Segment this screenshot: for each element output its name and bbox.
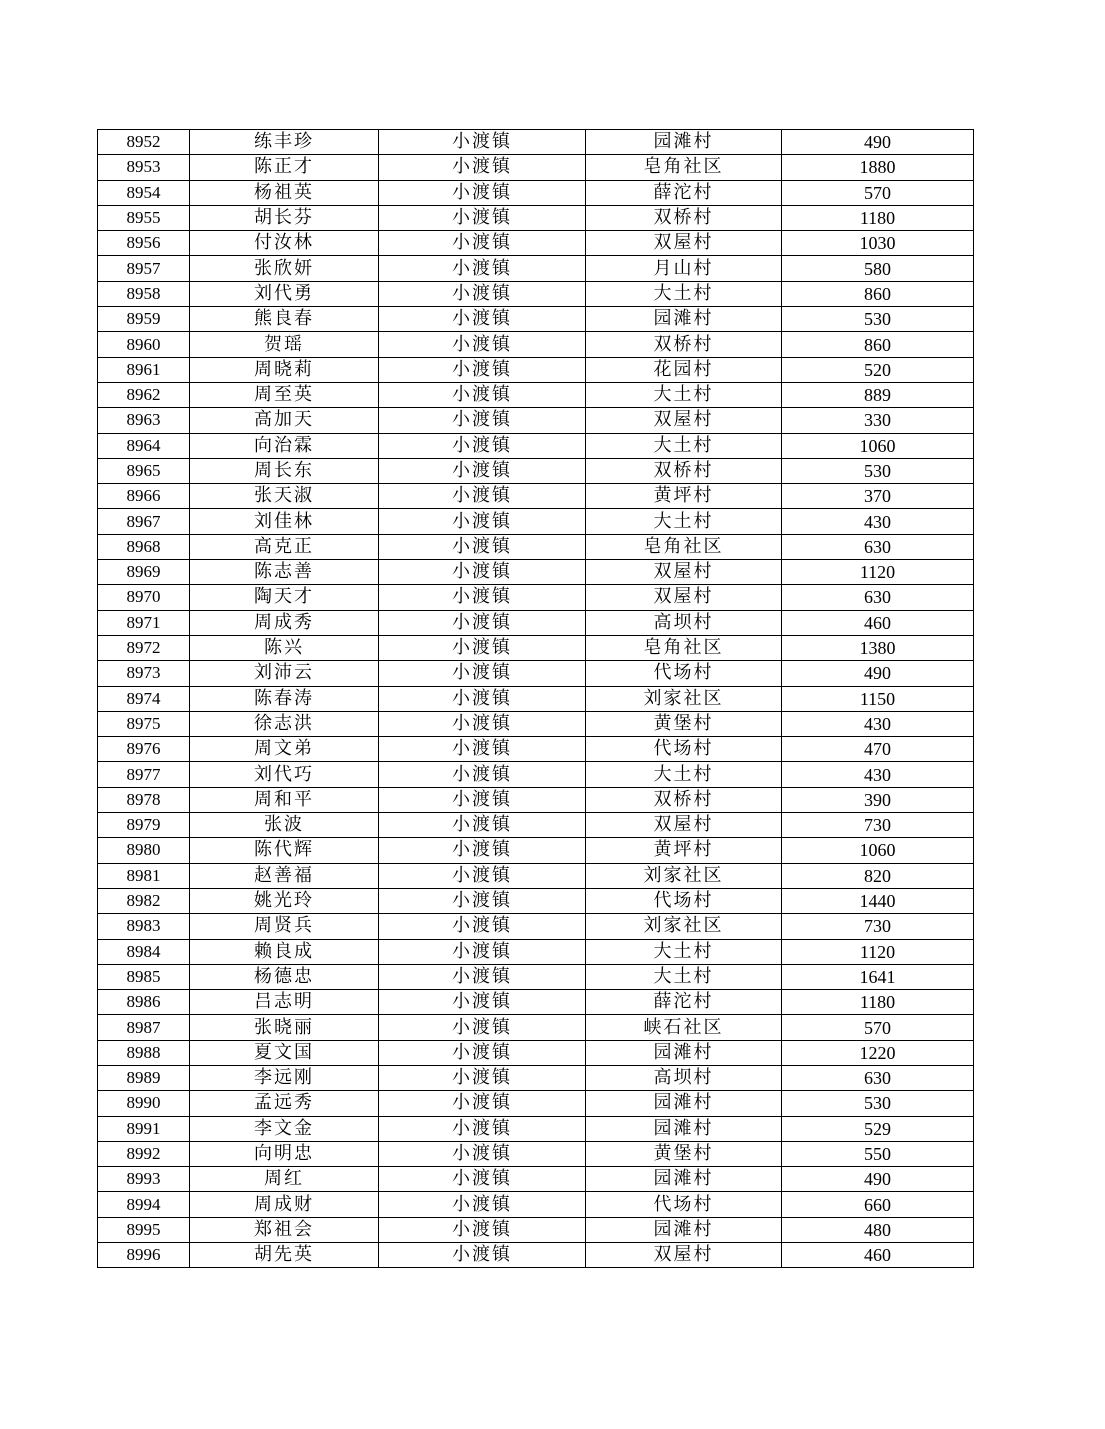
table-row [98,180,974,205]
cell-town: 小渡镇 [379,1243,586,1268]
cell-town: 小渡镇 [379,787,586,812]
cell-name: 陶天才 [190,585,379,610]
cell-id: 8987 [98,1015,190,1040]
cell-town: 小渡镇 [379,155,586,180]
cell-name: 李文金 [190,1116,379,1141]
table-row [98,332,974,357]
cell-village: 园滩村 [586,1116,782,1141]
cell-town: 小渡镇 [379,357,586,382]
cell-amount: 460 [782,610,974,635]
cell-town: 小渡镇 [379,635,586,660]
cell-town: 小渡镇 [379,737,586,762]
table-row [98,711,974,736]
cell-id: 8962 [98,382,190,407]
cell-name: 胡长芬 [190,205,379,230]
cell-village: 刘家社区 [586,914,782,939]
table-row [98,231,974,256]
cell-name: 李远刚 [190,1065,379,1090]
cell-amount: 1440 [782,888,974,913]
cell-id: 8953 [98,155,190,180]
cell-village: 大土村 [586,762,782,787]
cell-amount: 820 [782,863,974,888]
cell-name: 刘佳林 [190,509,379,534]
cell-id: 8973 [98,661,190,686]
cell-id: 8978 [98,787,190,812]
cell-id: 8959 [98,307,190,332]
cell-id: 8983 [98,914,190,939]
cell-amount: 1120 [782,939,974,964]
cell-amount: 490 [782,661,974,686]
cell-name: 孟远秀 [190,1091,379,1116]
cell-name: 向治霖 [190,433,379,458]
cell-id: 8967 [98,509,190,534]
cell-name: 张欣妍 [190,256,379,281]
table-row [98,1192,974,1217]
table-row [98,205,974,230]
cell-amount: 490 [782,1167,974,1192]
cell-amount: 1150 [782,686,974,711]
cell-name: 陈代辉 [190,838,379,863]
cell-town: 小渡镇 [379,711,586,736]
cell-name: 夏文国 [190,1040,379,1065]
cell-id: 8961 [98,357,190,382]
cell-id: 8954 [98,180,190,205]
cell-amount: 529 [782,1116,974,1141]
cell-town: 小渡镇 [379,1116,586,1141]
cell-name: 郑祖会 [190,1217,379,1242]
cell-name: 陈志善 [190,560,379,585]
cell-amount: 630 [782,1065,974,1090]
cell-village: 黄堡村 [586,711,782,736]
cell-name: 周和平 [190,787,379,812]
cell-id: 8952 [98,130,190,155]
table-row [98,155,974,180]
table-row [98,635,974,660]
cell-town: 小渡镇 [379,1217,586,1242]
cell-town: 小渡镇 [379,231,586,256]
table-row [98,610,974,635]
cell-amount: 630 [782,534,974,559]
cell-town: 小渡镇 [379,661,586,686]
cell-amount: 430 [782,509,974,534]
cell-id: 8984 [98,939,190,964]
cell-amount: 530 [782,458,974,483]
cell-name: 胡先英 [190,1243,379,1268]
table-row [98,357,974,382]
cell-name: 周至英 [190,382,379,407]
cell-name: 张波 [190,813,379,838]
cell-village: 大土村 [586,433,782,458]
cell-town: 小渡镇 [379,458,586,483]
cell-id: 8992 [98,1141,190,1166]
cell-village: 薛沱村 [586,990,782,1015]
cell-amount: 889 [782,382,974,407]
table-row [98,813,974,838]
cell-village: 代场村 [586,661,782,686]
table-row [98,585,974,610]
cell-name: 周长东 [190,458,379,483]
cell-amount: 480 [782,1217,974,1242]
cell-village: 高坝村 [586,1065,782,1090]
cell-village: 双屋村 [586,1243,782,1268]
cell-village: 花园村 [586,357,782,382]
cell-village: 薛沱村 [586,180,782,205]
cell-name: 练丰珍 [190,130,379,155]
cell-village: 园滩村 [586,1217,782,1242]
cell-id: 8965 [98,458,190,483]
cell-town: 小渡镇 [379,964,586,989]
cell-id: 8969 [98,560,190,585]
cell-id: 8980 [98,838,190,863]
cell-village: 双屋村 [586,560,782,585]
cell-town: 小渡镇 [379,863,586,888]
cell-village: 大土村 [586,964,782,989]
cell-id: 8994 [98,1192,190,1217]
cell-id: 8990 [98,1091,190,1116]
cell-id: 8991 [98,1116,190,1141]
cell-name: 陈正才 [190,155,379,180]
table-row [98,661,974,686]
cell-name: 高克正 [190,534,379,559]
cell-id: 8979 [98,813,190,838]
table-row [98,863,974,888]
cell-town: 小渡镇 [379,509,586,534]
cell-amount: 1120 [782,560,974,585]
cell-village: 园滩村 [586,1091,782,1116]
cell-village: 代场村 [586,737,782,762]
cell-village: 双屋村 [586,231,782,256]
table-row [98,130,974,155]
cell-town: 小渡镇 [379,686,586,711]
cell-name: 刘沛云 [190,661,379,686]
cell-town: 小渡镇 [379,585,586,610]
cell-village: 双桥村 [586,205,782,230]
cell-village: 双屋村 [586,813,782,838]
cell-name: 周贤兵 [190,914,379,939]
cell-name: 徐志洪 [190,711,379,736]
table-row [98,1217,974,1242]
cell-name: 周晓莉 [190,357,379,382]
cell-town: 小渡镇 [379,1141,586,1166]
table-row [98,1243,974,1268]
cell-amount: 730 [782,813,974,838]
cell-village: 黄坪村 [586,484,782,509]
cell-name: 张晓丽 [190,1015,379,1040]
cell-name: 周成秀 [190,610,379,635]
cell-town: 小渡镇 [379,1040,586,1065]
cell-town: 小渡镇 [379,408,586,433]
cell-name: 陈春涛 [190,686,379,711]
cell-id: 8970 [98,585,190,610]
cell-amount: 580 [782,256,974,281]
table-row [98,433,974,458]
cell-village: 大土村 [586,939,782,964]
cell-amount: 860 [782,281,974,306]
cell-village: 月山村 [586,256,782,281]
cell-name: 杨德忠 [190,964,379,989]
cell-id: 8976 [98,737,190,762]
cell-town: 小渡镇 [379,205,586,230]
cell-town: 小渡镇 [379,813,586,838]
cell-id: 8957 [98,256,190,281]
table-row [98,737,974,762]
cell-id: 8981 [98,863,190,888]
cell-name: 熊良春 [190,307,379,332]
cell-town: 小渡镇 [379,130,586,155]
table-row [98,964,974,989]
cell-id: 8960 [98,332,190,357]
cell-amount: 1060 [782,433,974,458]
cell-town: 小渡镇 [379,281,586,306]
cell-amount: 530 [782,307,974,332]
cell-village: 双屋村 [586,408,782,433]
table-row [98,307,974,332]
subsidy-table [97,129,974,1268]
table-row [98,686,974,711]
cell-village: 大土村 [586,281,782,306]
cell-name: 张天淑 [190,484,379,509]
cell-amount: 1180 [782,205,974,230]
cell-name: 杨祖英 [190,180,379,205]
cell-village: 园滩村 [586,1167,782,1192]
cell-amount: 520 [782,357,974,382]
cell-village: 双桥村 [586,787,782,812]
cell-town: 小渡镇 [379,560,586,585]
cell-name: 刘代勇 [190,281,379,306]
cell-name: 贺瑶 [190,332,379,357]
cell-town: 小渡镇 [379,307,586,332]
cell-village: 代场村 [586,1192,782,1217]
cell-id: 8988 [98,1040,190,1065]
table-row [98,888,974,913]
cell-village: 大土村 [586,509,782,534]
cell-id: 8986 [98,990,190,1015]
cell-id: 8975 [98,711,190,736]
table-row [98,1141,974,1166]
cell-id: 8963 [98,408,190,433]
table-row [98,838,974,863]
table-row [98,1167,974,1192]
cell-id: 8982 [98,888,190,913]
cell-amount: 430 [782,711,974,736]
cell-village: 大土村 [586,382,782,407]
cell-village: 园滩村 [586,130,782,155]
cell-town: 小渡镇 [379,256,586,281]
table-row [98,1015,974,1040]
cell-town: 小渡镇 [379,1192,586,1217]
table-row [98,408,974,433]
cell-amount: 470 [782,737,974,762]
cell-village: 园滩村 [586,1040,782,1065]
cell-amount: 1180 [782,990,974,1015]
table-row [98,382,974,407]
table-row [98,1116,974,1141]
table-row [98,1091,974,1116]
table-row [98,787,974,812]
cell-town: 小渡镇 [379,888,586,913]
table-row [98,939,974,964]
table-row [98,281,974,306]
cell-amount: 1220 [782,1040,974,1065]
cell-amount: 570 [782,180,974,205]
cell-amount: 330 [782,408,974,433]
cell-id: 8971 [98,610,190,635]
cell-amount: 860 [782,332,974,357]
cell-village: 刘家社区 [586,686,782,711]
cell-id: 8993 [98,1167,190,1192]
cell-name: 高加天 [190,408,379,433]
cell-id: 8996 [98,1243,190,1268]
cell-id: 8955 [98,205,190,230]
cell-town: 小渡镇 [379,939,586,964]
cell-town: 小渡镇 [379,762,586,787]
cell-amount: 1641 [782,964,974,989]
cell-village: 园滩村 [586,307,782,332]
cell-name: 陈兴 [190,635,379,660]
cell-id: 8964 [98,433,190,458]
cell-town: 小渡镇 [379,534,586,559]
cell-amount: 1380 [782,635,974,660]
table-row [98,256,974,281]
cell-id: 8977 [98,762,190,787]
cell-id: 8958 [98,281,190,306]
cell-town: 小渡镇 [379,382,586,407]
cell-id: 8968 [98,534,190,559]
table-row [98,762,974,787]
cell-name: 姚光玲 [190,888,379,913]
cell-village: 双桥村 [586,332,782,357]
cell-village: 代场村 [586,888,782,913]
cell-id: 8956 [98,231,190,256]
cell-amount: 490 [782,130,974,155]
cell-town: 小渡镇 [379,180,586,205]
cell-amount: 390 [782,787,974,812]
table-row [98,509,974,534]
cell-amount: 730 [782,914,974,939]
cell-village: 黄堡村 [586,1141,782,1166]
cell-amount: 550 [782,1141,974,1166]
table-row [98,914,974,939]
cell-name: 付汝林 [190,231,379,256]
cell-village: 皂角社区 [586,534,782,559]
cell-amount: 660 [782,1192,974,1217]
cell-name: 周红 [190,1167,379,1192]
cell-id: 8974 [98,686,190,711]
cell-village: 峡石社区 [586,1015,782,1040]
cell-village: 双桥村 [586,458,782,483]
cell-town: 小渡镇 [379,1167,586,1192]
cell-town: 小渡镇 [379,610,586,635]
table-row [98,1065,974,1090]
cell-amount: 370 [782,484,974,509]
table-body [98,130,974,1268]
cell-name: 吕志明 [190,990,379,1015]
cell-town: 小渡镇 [379,332,586,357]
cell-town: 小渡镇 [379,914,586,939]
cell-town: 小渡镇 [379,1091,586,1116]
cell-town: 小渡镇 [379,433,586,458]
cell-amount: 630 [782,585,974,610]
cell-village: 刘家社区 [586,863,782,888]
cell-id: 8995 [98,1217,190,1242]
cell-amount: 460 [782,1243,974,1268]
cell-village: 黄坪村 [586,838,782,863]
table-row [98,990,974,1015]
cell-town: 小渡镇 [379,484,586,509]
cell-town: 小渡镇 [379,1015,586,1040]
cell-town: 小渡镇 [379,990,586,1015]
cell-id: 8972 [98,635,190,660]
cell-amount: 1880 [782,155,974,180]
cell-amount: 1030 [782,231,974,256]
cell-village: 皂角社区 [586,155,782,180]
cell-id: 8985 [98,964,190,989]
cell-name: 刘代巧 [190,762,379,787]
cell-village: 双屋村 [586,585,782,610]
table-row [98,1040,974,1065]
cell-name: 周文弟 [190,737,379,762]
cell-name: 向明忠 [190,1141,379,1166]
cell-village: 高坝村 [586,610,782,635]
cell-amount: 530 [782,1091,974,1116]
table-row [98,534,974,559]
cell-town: 小渡镇 [379,838,586,863]
cell-id: 8989 [98,1065,190,1090]
cell-amount: 570 [782,1015,974,1040]
cell-id: 8966 [98,484,190,509]
table-row [98,458,974,483]
cell-name: 赖良成 [190,939,379,964]
cell-amount: 430 [782,762,974,787]
cell-amount: 1060 [782,838,974,863]
table-row [98,484,974,509]
cell-town: 小渡镇 [379,1065,586,1090]
cell-name: 赵善福 [190,863,379,888]
cell-name: 周成财 [190,1192,379,1217]
table-row [98,560,974,585]
cell-village: 皂角社区 [586,635,782,660]
